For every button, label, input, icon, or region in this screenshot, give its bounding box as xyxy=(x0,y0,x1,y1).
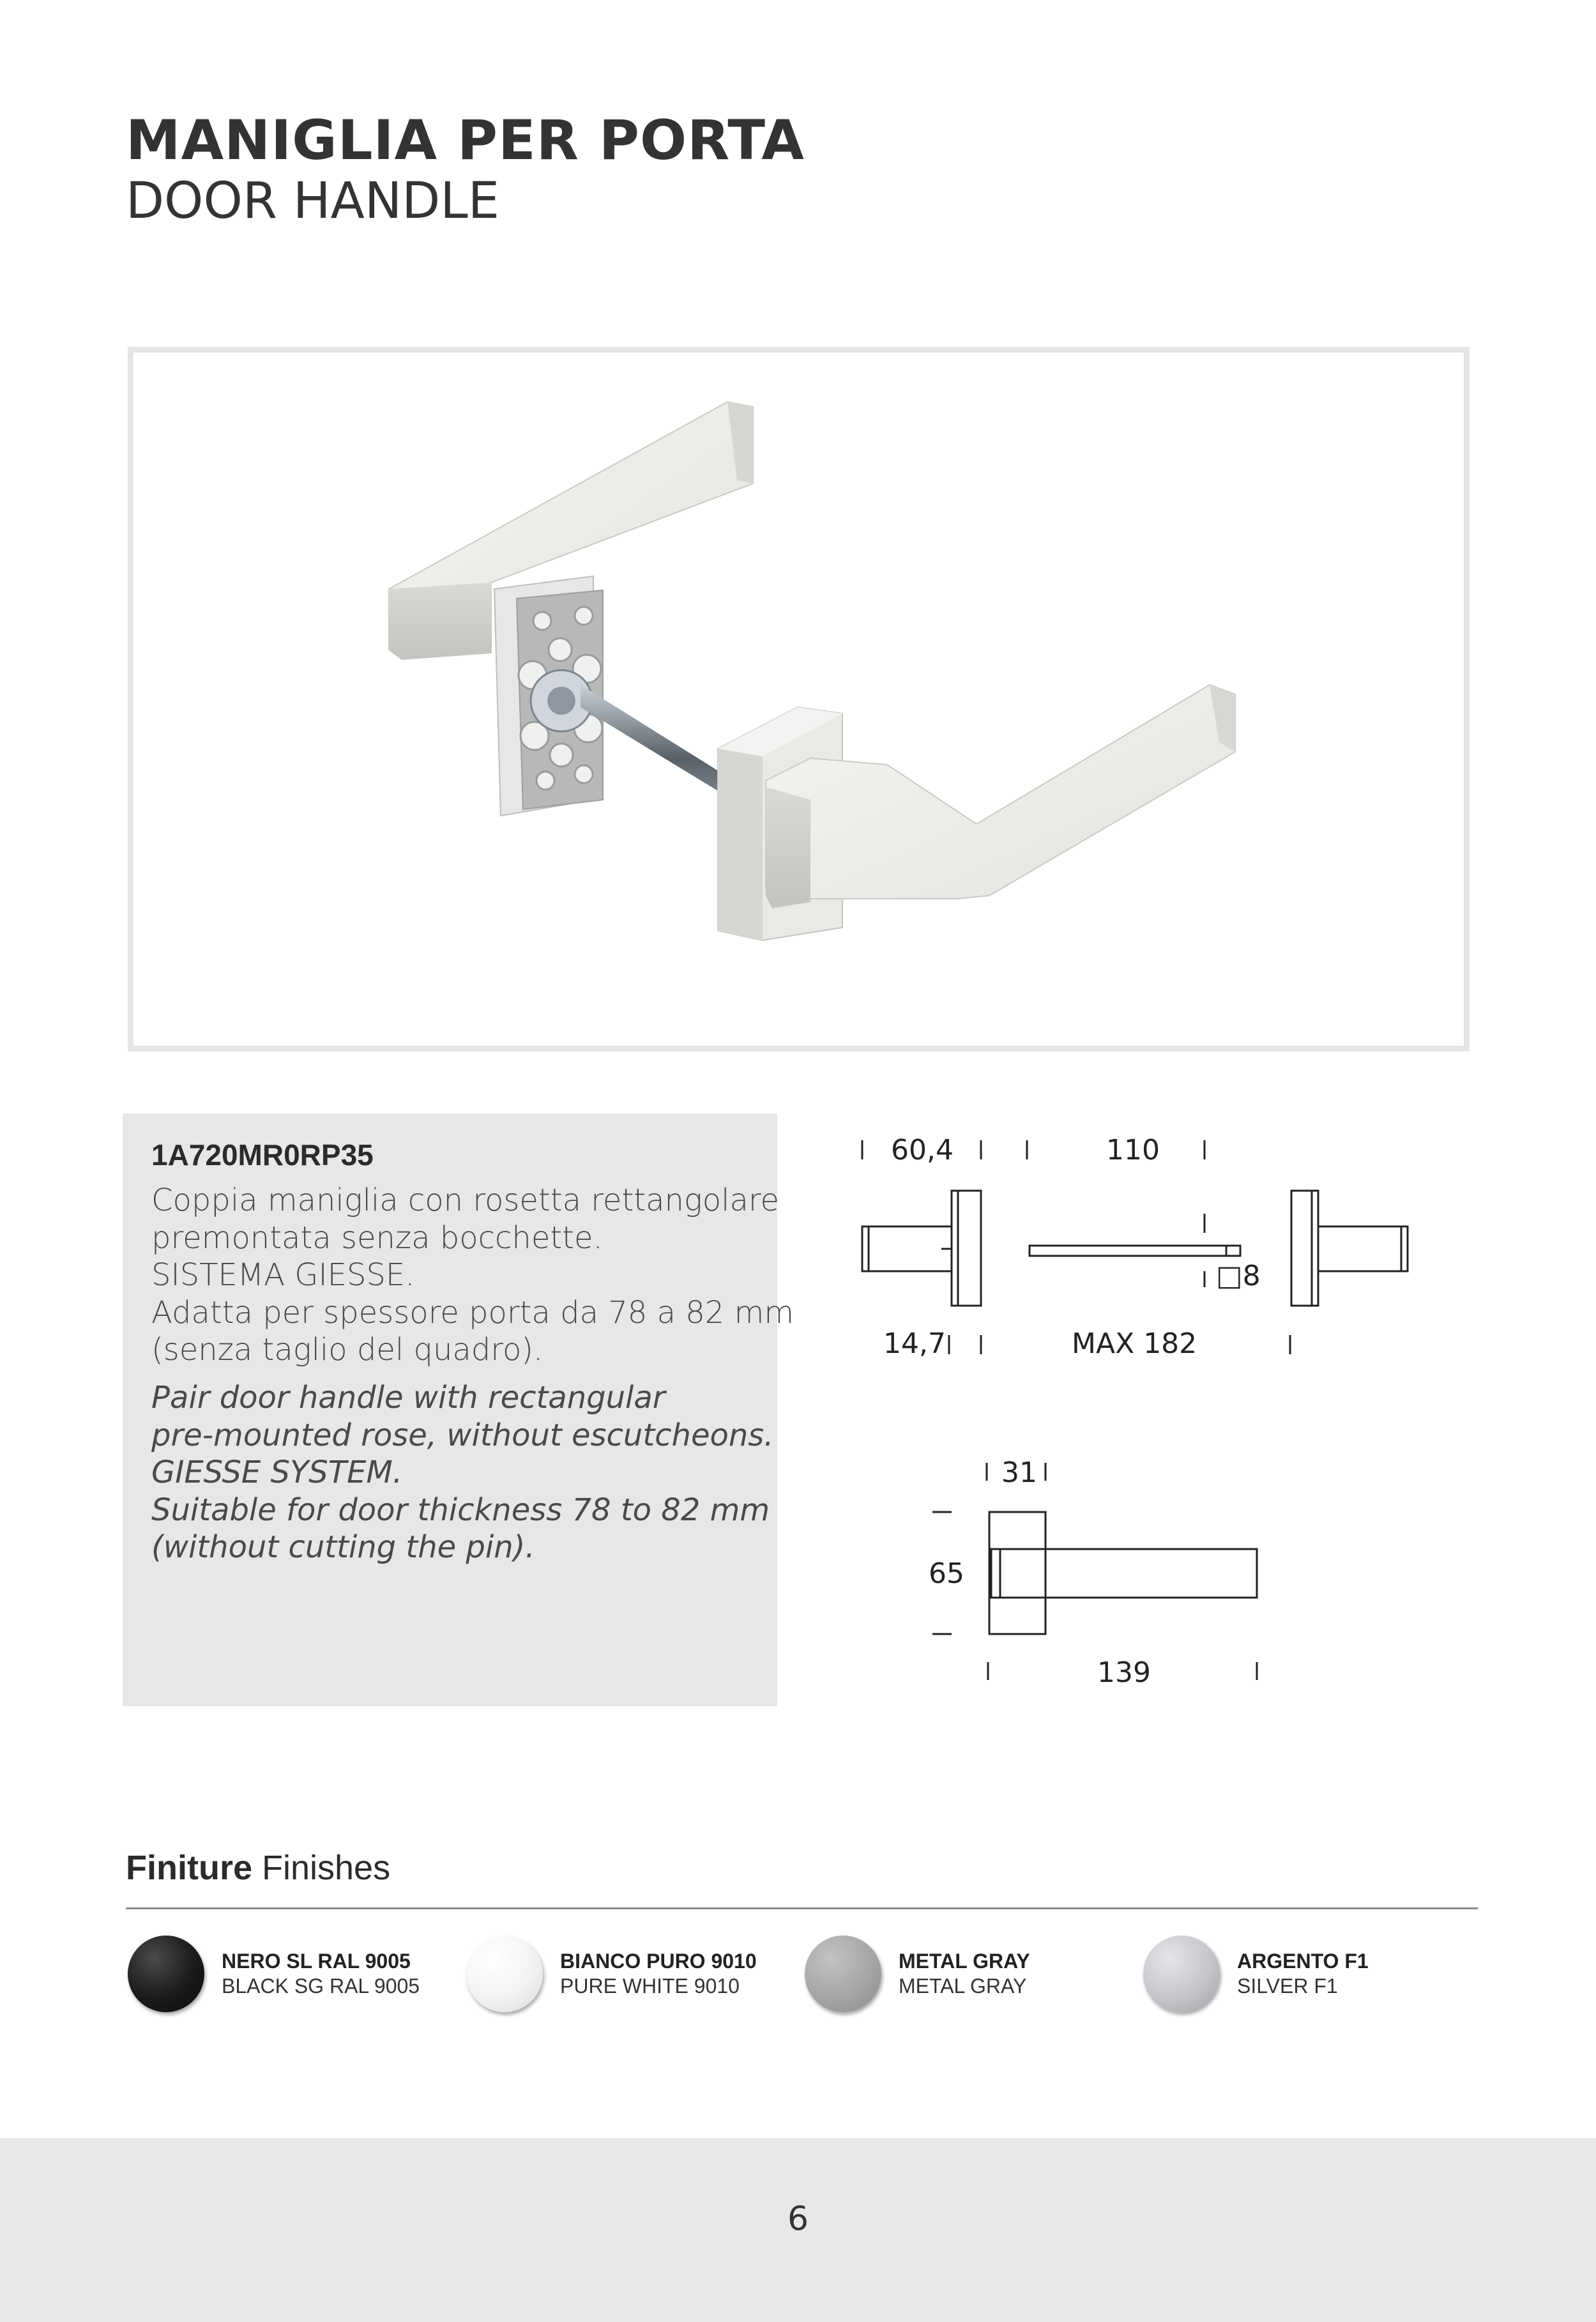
dim-handle-depth: 60,4 xyxy=(891,1134,954,1166)
description-it-line: Coppia maniglia con rosetta rettangolare xyxy=(151,1182,780,1218)
finish-swatch-white xyxy=(466,1936,543,2012)
description-en-line: Suitable for door thickness 78 to 82 mm xyxy=(151,1492,770,1528)
finish-swatch-metal-gray xyxy=(805,1936,881,2012)
description-it-line: (senza taglio del quadro). xyxy=(151,1332,543,1368)
side-view-drawing xyxy=(862,1140,1408,1354)
product-description-box xyxy=(123,1113,794,1706)
dim-lever-length: 139 xyxy=(1097,1656,1151,1689)
description-en-line: GIESSE SYSTEM. xyxy=(151,1455,403,1490)
finishes-divider xyxy=(126,1907,1478,1909)
finish-swatch-silver xyxy=(1143,1936,1220,2012)
finish-item-black: NERO SL RAL 9005 BLACK SG RAL 9005 xyxy=(128,1936,460,2012)
finish-item-metal-gray: METAL GRAY METAL GRAY xyxy=(805,1936,1137,2012)
page-subtitle: DOOR HANDLE xyxy=(126,172,499,230)
description-en-line: (without cutting the pin). xyxy=(151,1529,535,1565)
page-number: 6 xyxy=(787,2200,809,2238)
product-image-frame xyxy=(128,347,1470,1051)
finish-swatch-black xyxy=(128,1936,204,2012)
door-handle-illustration xyxy=(133,353,1464,1046)
description-en-line: Pair door handle with rectangular xyxy=(151,1380,665,1416)
dim-overall-max: MAX 182 xyxy=(1072,1327,1197,1360)
finish-item-white: BIANCO PURO 9010 PURE WHITE 9010 xyxy=(466,1936,798,2012)
page-footer xyxy=(0,2138,1596,2322)
dim-rose-width: 31 xyxy=(1001,1456,1037,1489)
product-code: 1A720MR0RP35 xyxy=(151,1138,374,1172)
finish-item-silver: ARGENTO F1 SILVER F1 xyxy=(1143,1936,1475,2012)
dim-spindle-square: □8 xyxy=(1216,1260,1261,1292)
dim-spindle-length: 110 xyxy=(1106,1134,1160,1166)
description-it-line: premontata senza bocchette. xyxy=(151,1220,603,1256)
front-view-drawing xyxy=(932,1463,1257,1680)
finishes-title: Finiture Finishes xyxy=(126,1849,391,1887)
description-it-line: SISTEMA GIESSE. xyxy=(151,1257,415,1293)
page-title: MANIGLIA PER PORTA xyxy=(126,109,805,172)
technical-drawings xyxy=(830,1111,1431,1725)
description-en-line: pre-mounted rose, without escutcheons. xyxy=(151,1417,774,1453)
dim-rose-thickness: 14,7 xyxy=(883,1327,946,1360)
description-it-line: Adatta per spessore porta da 78 a 82 mm xyxy=(151,1295,794,1331)
dim-rose-height: 65 xyxy=(929,1557,964,1590)
